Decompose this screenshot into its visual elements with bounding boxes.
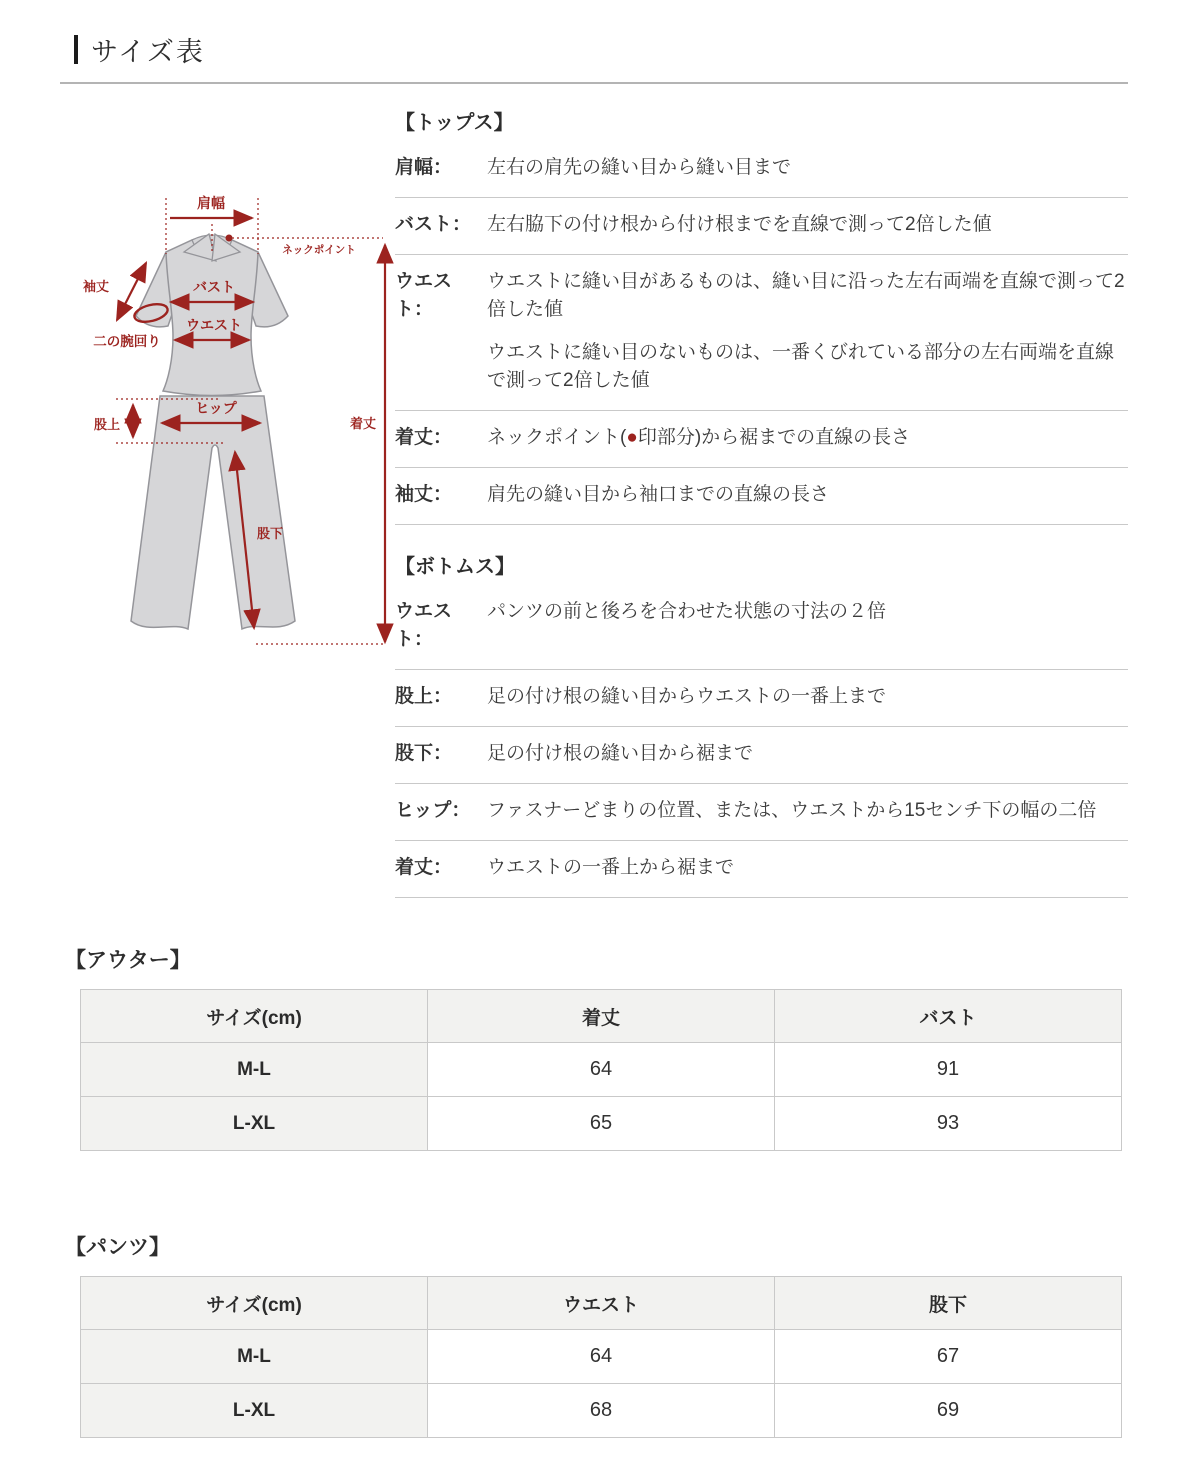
definition-row-bust bbox=[395, 198, 1128, 255]
table-cell: 64 bbox=[428, 1330, 775, 1384]
description-paragraph: ウエストに縫い目のないものは、一番くびれている部分の左右両端を直線で測って2倍した値 bbox=[487, 342, 1115, 391]
definition-description: ファスナーどまりの位置、または、ウエストから15センチ下の幅の二倍 bbox=[487, 800, 1097, 821]
definition-description bbox=[487, 424, 1128, 452]
definition-term: 着丈： bbox=[395, 857, 453, 878]
table-cell: 64 bbox=[428, 1043, 775, 1097]
definition-row-waist-bottoms bbox=[395, 585, 1128, 670]
definition-row-length-tops bbox=[395, 411, 1128, 468]
waist-label: ウエスト bbox=[186, 317, 242, 333]
definition-description: パンツの前と後ろを合わせた状態の寸法の２倍 bbox=[487, 601, 887, 622]
table-header-cell: サイズ(cm) bbox=[81, 1277, 428, 1330]
definition-term: 着丈： bbox=[395, 427, 453, 448]
table-cell: 93 bbox=[775, 1097, 1122, 1151]
table-cell: 65 bbox=[428, 1097, 775, 1151]
size-cell: L-XL bbox=[81, 1384, 428, 1438]
table-header-cell: ウエスト bbox=[428, 1277, 775, 1330]
definition-row-shoulder bbox=[395, 141, 1128, 198]
definition-term: バスト： bbox=[395, 214, 472, 235]
bust-label: バスト bbox=[193, 279, 235, 295]
table-header-cell: 股下 bbox=[775, 1277, 1122, 1330]
tops-heading: 【トップス】 bbox=[395, 112, 514, 134]
definition-term: 股上： bbox=[395, 686, 453, 707]
inseam-label: 股下 bbox=[257, 526, 284, 541]
table-cell: 69 bbox=[775, 1384, 1122, 1438]
table-header-row bbox=[81, 1277, 1122, 1330]
outer-size-table bbox=[80, 989, 1122, 1151]
definition-row-waist-tops bbox=[395, 255, 1128, 411]
title-accent-bar bbox=[74, 35, 78, 64]
table-row bbox=[81, 1097, 1122, 1151]
neck-point-label: ネックポイント bbox=[282, 244, 356, 256]
pants-shape bbox=[131, 396, 295, 629]
size-cell: M-L bbox=[81, 1330, 428, 1384]
definition-description: 左右脇下の付け根から付け根までを直線で測って2倍した値 bbox=[487, 214, 992, 235]
neck-point-dot bbox=[226, 235, 233, 242]
definition-row-sleeve bbox=[395, 468, 1128, 525]
definition-term: 肩幅： bbox=[395, 157, 453, 178]
bottoms-heading: 【ボトムス】 bbox=[395, 556, 515, 578]
size-cell: M-L bbox=[81, 1043, 428, 1097]
neck-point-marker: ● bbox=[626, 427, 638, 448]
definition-row-length-bottoms bbox=[395, 841, 1128, 898]
description-paragraph: ウエストに縫い目があるものは、縫い目に沿った左右両端を直線で測って2倍した値 bbox=[487, 271, 1125, 320]
definition-description bbox=[487, 268, 1128, 395]
definition-description: 左右の肩先の縫い目から縫い目まで bbox=[487, 157, 792, 178]
table-cell: 91 bbox=[775, 1043, 1122, 1097]
table-row bbox=[81, 1384, 1122, 1438]
measurement-diagram bbox=[70, 160, 400, 660]
outer-table-heading: 【アウター】 bbox=[65, 949, 191, 972]
table-header-cell: 着丈 bbox=[428, 990, 775, 1043]
garment-length-label: 着丈 bbox=[349, 416, 377, 431]
definition-term: 袖丈： bbox=[395, 484, 453, 505]
definition-term: ウエスト： bbox=[395, 601, 453, 650]
page-title-row bbox=[74, 30, 1200, 69]
table-cell: 68 bbox=[428, 1384, 775, 1438]
table-header-cell: サイズ(cm) bbox=[81, 990, 428, 1043]
definition-term: ウエスト： bbox=[395, 271, 453, 320]
hip-label: ヒップ bbox=[195, 400, 237, 416]
definition-term: 股下： bbox=[395, 743, 453, 764]
definitions-column bbox=[395, 84, 1128, 898]
shoulder-width-label: 肩幅 bbox=[197, 195, 225, 211]
pants-table-heading: 【パンツ】 bbox=[65, 1236, 170, 1259]
table-cell: 67 bbox=[775, 1330, 1122, 1384]
table-row bbox=[81, 1330, 1122, 1384]
definition-description: 足の付け根の縫い目からウエストの一番上まで bbox=[487, 686, 887, 707]
table-header-row bbox=[81, 990, 1122, 1043]
description-text: 印部分)から裾までの直線の長さ bbox=[637, 427, 911, 448]
description-text: ネックポイント( bbox=[487, 427, 627, 448]
table-header-cell: バスト bbox=[775, 990, 1122, 1043]
definition-description: 足の付け根の縫い目から裾まで bbox=[487, 743, 754, 764]
table-row bbox=[81, 1043, 1122, 1097]
definition-row-inseam bbox=[395, 727, 1128, 784]
page-title: サイズ表 bbox=[91, 37, 205, 67]
definition-description: ウエストの一番上から裾まで bbox=[487, 857, 735, 878]
definition-term: ヒップ： bbox=[395, 800, 471, 821]
measurement-guide bbox=[60, 84, 1200, 898]
diagram-column bbox=[60, 84, 395, 660]
pants-size-table bbox=[80, 1276, 1122, 1438]
pants-size-section bbox=[60, 1231, 1200, 1438]
definition-row-rise bbox=[395, 670, 1128, 727]
rise-label: 股上 bbox=[93, 417, 121, 432]
upper-arm-label: 二の腕回り bbox=[93, 334, 161, 349]
outer-size-section bbox=[60, 944, 1200, 1151]
sleeve-length-label: 袖丈 bbox=[82, 279, 110, 294]
size-cell: L-XL bbox=[81, 1097, 428, 1151]
definition-row-hip bbox=[395, 784, 1128, 841]
definition-description: 肩先の縫い目から袖口までの直線の長さ bbox=[487, 484, 830, 505]
